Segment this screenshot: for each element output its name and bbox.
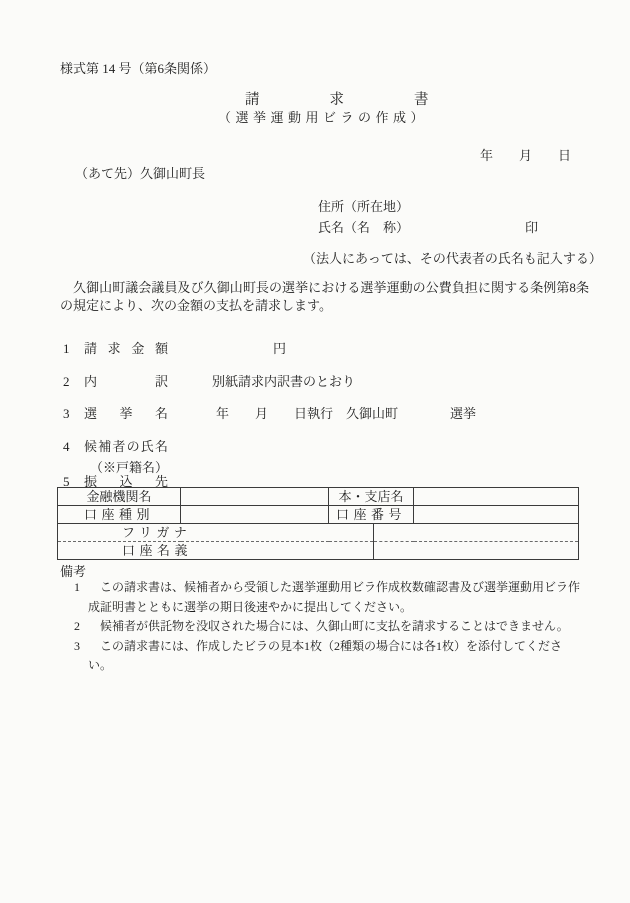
address-field-label: 住所（所在地） bbox=[318, 199, 410, 214]
item-number: 3 bbox=[63, 406, 70, 421]
item-number: 5 bbox=[63, 474, 70, 489]
item-unit-yen: 円 bbox=[273, 341, 287, 356]
account-type-label: 口座種別 bbox=[58, 506, 181, 524]
note-text: この請求書は、候補者から受領した選挙運動用ビラ作成枚数確認書及び選挙運動用ビラ作成証明書とともに選挙の期日後速やかに提出してください。 bbox=[88, 580, 581, 614]
item-label: 振込先 bbox=[84, 474, 168, 489]
remarks-notes bbox=[60, 578, 584, 676]
branch-name-label: 本・支店名 bbox=[329, 488, 414, 506]
form-number: 様式第 14 号（第6条関係） bbox=[60, 61, 217, 76]
furigana-input-cell[interactable] bbox=[374, 524, 579, 542]
remark-note-2 bbox=[60, 617, 584, 637]
note-number: 3 bbox=[74, 638, 80, 653]
table-row-financial-institution bbox=[58, 488, 579, 506]
account-number-label: 口座番号 bbox=[329, 506, 414, 524]
table-row-furigana bbox=[58, 524, 579, 542]
item-number: 1 bbox=[63, 341, 70, 356]
note-text: この請求書には、作成したビラの見本1枚（2種類の場合には各1枚）を添付してください。 bbox=[88, 638, 563, 673]
note-number: 1 bbox=[74, 580, 80, 594]
account-number-input-cell[interactable] bbox=[414, 506, 579, 524]
item-claim-amount bbox=[63, 338, 286, 357]
item-number: 2 bbox=[63, 374, 70, 389]
note-text: 候補者が供託物を没収された場合には、久御山町に支払を請求することはできません。 bbox=[100, 619, 569, 634]
item-value: 年 月 日執行 久御山町 選挙 bbox=[216, 406, 477, 421]
item-sublabel-registered-name: （※戸籍名） bbox=[90, 460, 169, 475]
addressee-line: （あて先）久御山町長 bbox=[75, 166, 206, 181]
account-holder-input-cell[interactable] bbox=[374, 542, 579, 560]
note-number: 2 bbox=[74, 619, 80, 634]
item-label: 選挙名 bbox=[84, 406, 168, 421]
item-label: 請求金額 bbox=[84, 341, 168, 356]
remark-note-1 bbox=[60, 578, 584, 617]
item-label: 候補者の氏名 bbox=[84, 439, 168, 454]
seal-mark: 印 bbox=[525, 220, 539, 235]
corporate-note: （法人にあっては、その代表者の氏名も記入する） bbox=[303, 251, 602, 266]
account-holder-label: 口座名義 bbox=[58, 542, 374, 560]
branch-name-input-cell[interactable] bbox=[414, 488, 579, 506]
table-row-account-type bbox=[58, 506, 579, 524]
remark-note-3 bbox=[60, 637, 584, 676]
item-label: 内訳 bbox=[84, 374, 168, 389]
name-field-label: 氏名（名 称） bbox=[318, 220, 410, 235]
financial-institution-label: 金融機関名 bbox=[58, 488, 181, 506]
date-blank-line: 年 月 日 bbox=[480, 148, 572, 163]
account-type-input-cell[interactable] bbox=[181, 506, 329, 524]
item-breakdown bbox=[63, 371, 355, 390]
document-title: 請求書 bbox=[245, 92, 499, 108]
body-paragraph: 久御山町議会議員及び久御山町長の選挙における選挙運動の公費負担に関する条例第8条の規定により、次の金額の支払を請求します。 bbox=[60, 280, 589, 313]
item-number: 4 bbox=[63, 439, 70, 454]
remarks-heading: 備考 bbox=[60, 564, 87, 579]
bank-transfer-table bbox=[57, 487, 579, 560]
furigana-label: フリガナ bbox=[58, 524, 374, 542]
item-value: 別紙請求内訳書のとおり bbox=[212, 374, 356, 389]
financial-institution-input-cell[interactable] bbox=[181, 488, 329, 506]
item-candidate-name bbox=[63, 436, 168, 476]
table-row-account-holder bbox=[58, 542, 579, 560]
item-election-name bbox=[63, 403, 476, 422]
document-subtitle: （選挙運動用ビラの作成） bbox=[218, 110, 429, 125]
